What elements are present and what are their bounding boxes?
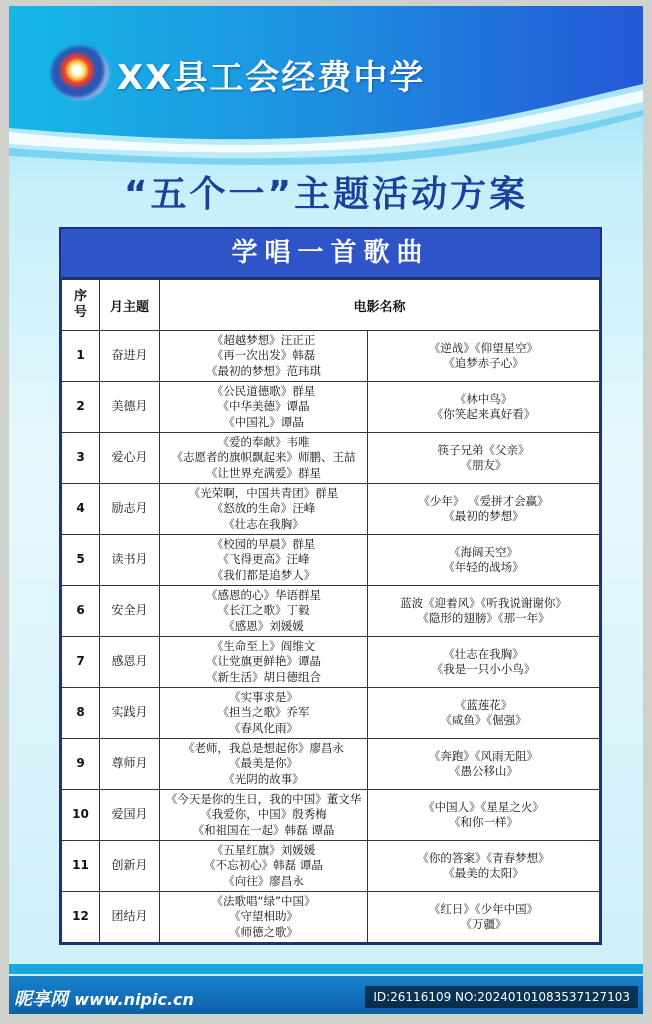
row-month-theme: 励志月	[100, 484, 160, 535]
row-songs	[160, 433, 368, 484]
table-row	[62, 433, 600, 484]
song-line: 《感恩的心》华语群星	[206, 587, 321, 602]
song-line: 《担当之歌》乔军	[217, 705, 310, 720]
row-songs	[160, 892, 368, 943]
table-row	[62, 382, 600, 433]
song-line: 《长江之歌》丁毅	[217, 603, 310, 618]
film-line: 《红日》《少年中国》	[428, 901, 539, 916]
song-line: 《我们都是追梦人》	[211, 567, 316, 582]
film-line: 《蓝莲花》	[454, 697, 513, 712]
row-number: 4	[62, 484, 100, 535]
row-month-theme: 美德月	[100, 382, 160, 433]
song-line: 《不忘初心》韩磊 谭晶	[204, 858, 323, 873]
table-row	[62, 637, 600, 688]
song-line: 《校园的早晨》群星	[211, 536, 316, 551]
row-films	[368, 433, 600, 484]
table-row	[62, 739, 600, 790]
watermark-id: ID:26116109 NO:20240101083537127103	[365, 986, 638, 1008]
song-line: 《怒放的生命》汪峰	[211, 501, 316, 516]
song-line: 《让党旗更鲜艳》谭晶	[206, 654, 321, 669]
row-songs	[160, 688, 368, 739]
song-line: 《光阴的故事》	[223, 771, 304, 786]
row-films	[368, 586, 600, 637]
row-songs	[160, 331, 368, 382]
watermark-brand	[14, 985, 194, 1011]
song-line: 《守望相助》	[229, 909, 298, 924]
row-films	[368, 841, 600, 892]
table-row	[62, 484, 600, 535]
film-line: 《年轻的战场》	[443, 560, 524, 574]
song-line: 《中国礼》谭晶	[223, 414, 304, 429]
row-films	[368, 331, 600, 382]
row-films	[368, 790, 600, 841]
row-films	[368, 688, 600, 739]
bottom-band-light	[9, 964, 643, 974]
film-line: 《海阔天空》	[449, 544, 518, 559]
row-number: 2	[62, 382, 100, 433]
song-line: 《和祖国在一起》韩磊 谭晶	[192, 822, 335, 837]
film-line: 《追梦赤子心》	[443, 356, 524, 370]
film-line: 《隐形的翅膀》《那一年》	[417, 611, 550, 625]
row-number: 10	[62, 790, 100, 841]
column-header-theme: 月主题	[100, 280, 160, 331]
song-line: 《实事求是》	[229, 689, 298, 704]
row-month-theme: 爱心月	[100, 433, 160, 484]
row-films	[368, 382, 600, 433]
row-number: 5	[62, 535, 100, 586]
row-songs	[160, 739, 368, 790]
song-line: 《老师，我总是想起你》廖昌永	[183, 740, 344, 755]
song-line: 《爱的奉献》韦唯	[217, 434, 310, 449]
film-line: 《我是一只小小鸟》	[431, 662, 536, 676]
song-line: 《感恩》刘媛媛	[223, 618, 304, 633]
song-line: 《壮志在我胸》	[223, 516, 304, 531]
song-line: 《新生活》胡日德组合	[206, 669, 321, 684]
row-number: 3	[62, 433, 100, 484]
table-row	[62, 331, 600, 382]
song-line: 《我爱你，中国》殷秀梅	[200, 807, 327, 822]
row-songs	[160, 484, 368, 535]
song-line: 《今天是你的生日，我的中国》董文华	[165, 791, 362, 806]
film-line: 《少年》 《爱拼才会赢》	[418, 493, 549, 508]
page-title: “五个一”主题活动方案	[123, 174, 529, 215]
film-line: 《最美的太阳》	[443, 866, 524, 880]
row-number: 9	[62, 739, 100, 790]
row-number: 6	[62, 586, 100, 637]
film-line: 《壮志在我胸》	[443, 646, 524, 661]
film-line: 《朋友》	[460, 458, 507, 472]
song-line: 《超越梦想》汪正正	[211, 332, 316, 347]
row-month-theme: 创新月	[100, 841, 160, 892]
song-line: 《春风化雨》	[229, 720, 298, 735]
film-line: 《你笑起来真好看》	[431, 407, 536, 421]
activity-table-panel	[59, 227, 602, 945]
film-line: 《中国人》《星星之火》	[423, 799, 544, 814]
row-month-theme: 安全月	[100, 586, 160, 637]
song-line: 《最美是你》	[229, 756, 298, 771]
table-body	[62, 331, 600, 943]
song-line: 《生命至上》阎维文	[211, 638, 316, 653]
row-month-theme: 读书月	[100, 535, 160, 586]
song-line: 《再一次出发》韩磊	[211, 348, 316, 363]
song-line: 《光荣啊，中国共青团》群星	[188, 485, 339, 500]
film-line: 筷子兄弟《父亲》	[437, 442, 530, 457]
table-header-row	[62, 280, 600, 331]
film-line: 《愚公移山》	[449, 764, 518, 778]
section-title: 学唱一首歌曲	[61, 229, 600, 279]
table-row	[62, 535, 600, 586]
film-line: 《林中鸟》	[454, 391, 513, 406]
song-line: 《中华美德》谭晶	[217, 399, 310, 414]
film-line: 《咸鱼》《倔强》	[440, 713, 527, 727]
row-songs	[160, 637, 368, 688]
table-row	[62, 586, 600, 637]
row-songs	[160, 586, 368, 637]
table-row	[62, 892, 600, 943]
row-films	[368, 637, 600, 688]
film-line: 《万疆》	[460, 917, 507, 931]
row-films	[368, 535, 600, 586]
watermark-brand-name: 昵享网	[14, 989, 68, 1010]
column-header-film: 电影名称	[160, 280, 600, 331]
song-line: 《让世界充满爱》群星	[206, 465, 321, 480]
film-line: 蓝波《迎着风》《听我说谢谢你》	[400, 595, 567, 610]
row-songs	[160, 790, 368, 841]
row-number: 12	[62, 892, 100, 943]
film-line: 《奔跑》《风雨无阻》	[428, 748, 539, 763]
poster	[9, 6, 643, 1014]
film-line: 《和你一样》	[449, 815, 518, 829]
watermark-site: www.nipic.cn	[74, 990, 194, 1009]
row-films	[368, 484, 600, 535]
row-songs	[160, 535, 368, 586]
row-month-theme: 团结月	[100, 892, 160, 943]
table-row	[62, 688, 600, 739]
song-line: 《法歌唱“绿”中国》	[211, 893, 316, 908]
row-songs	[160, 382, 368, 433]
song-line: 《师德之歌》	[229, 924, 298, 939]
school-name: XX县工会经费中学	[117, 58, 426, 98]
row-number: 7	[62, 637, 100, 688]
row-number: 1	[62, 331, 100, 382]
row-songs	[160, 841, 368, 892]
column-header-num: 序号	[62, 280, 100, 331]
song-line: 《向往》廖昌永	[223, 873, 304, 888]
film-line: 《你的答案》《青春梦想》	[417, 850, 550, 865]
song-line: 《飞得更高》汪峰	[217, 552, 310, 567]
row-number: 8	[62, 688, 100, 739]
row-month-theme: 实践月	[100, 688, 160, 739]
row-month-theme: 尊师月	[100, 739, 160, 790]
song-line: 《公民道德歌》群星	[211, 383, 316, 398]
row-number: 11	[62, 841, 100, 892]
song-line: 《最初的梦想》范玮琪	[206, 363, 321, 378]
table-row	[62, 841, 600, 892]
row-month-theme: 感恩月	[100, 637, 160, 688]
row-month-theme: 爱国月	[100, 790, 160, 841]
table-row	[62, 790, 600, 841]
row-films	[368, 892, 600, 943]
row-films	[368, 739, 600, 790]
activity-table	[61, 279, 600, 943]
film-line: 《逆战》《仰望星空》	[428, 340, 539, 355]
song-line: 《志愿者的旗帜飘起来》师鹏、王喆	[171, 450, 356, 465]
song-line: 《五星红旗》刘媛媛	[211, 842, 316, 857]
row-month-theme: 奋进月	[100, 331, 160, 382]
school-logo	[51, 46, 109, 100]
film-line: 《最初的梦想》	[443, 509, 524, 523]
